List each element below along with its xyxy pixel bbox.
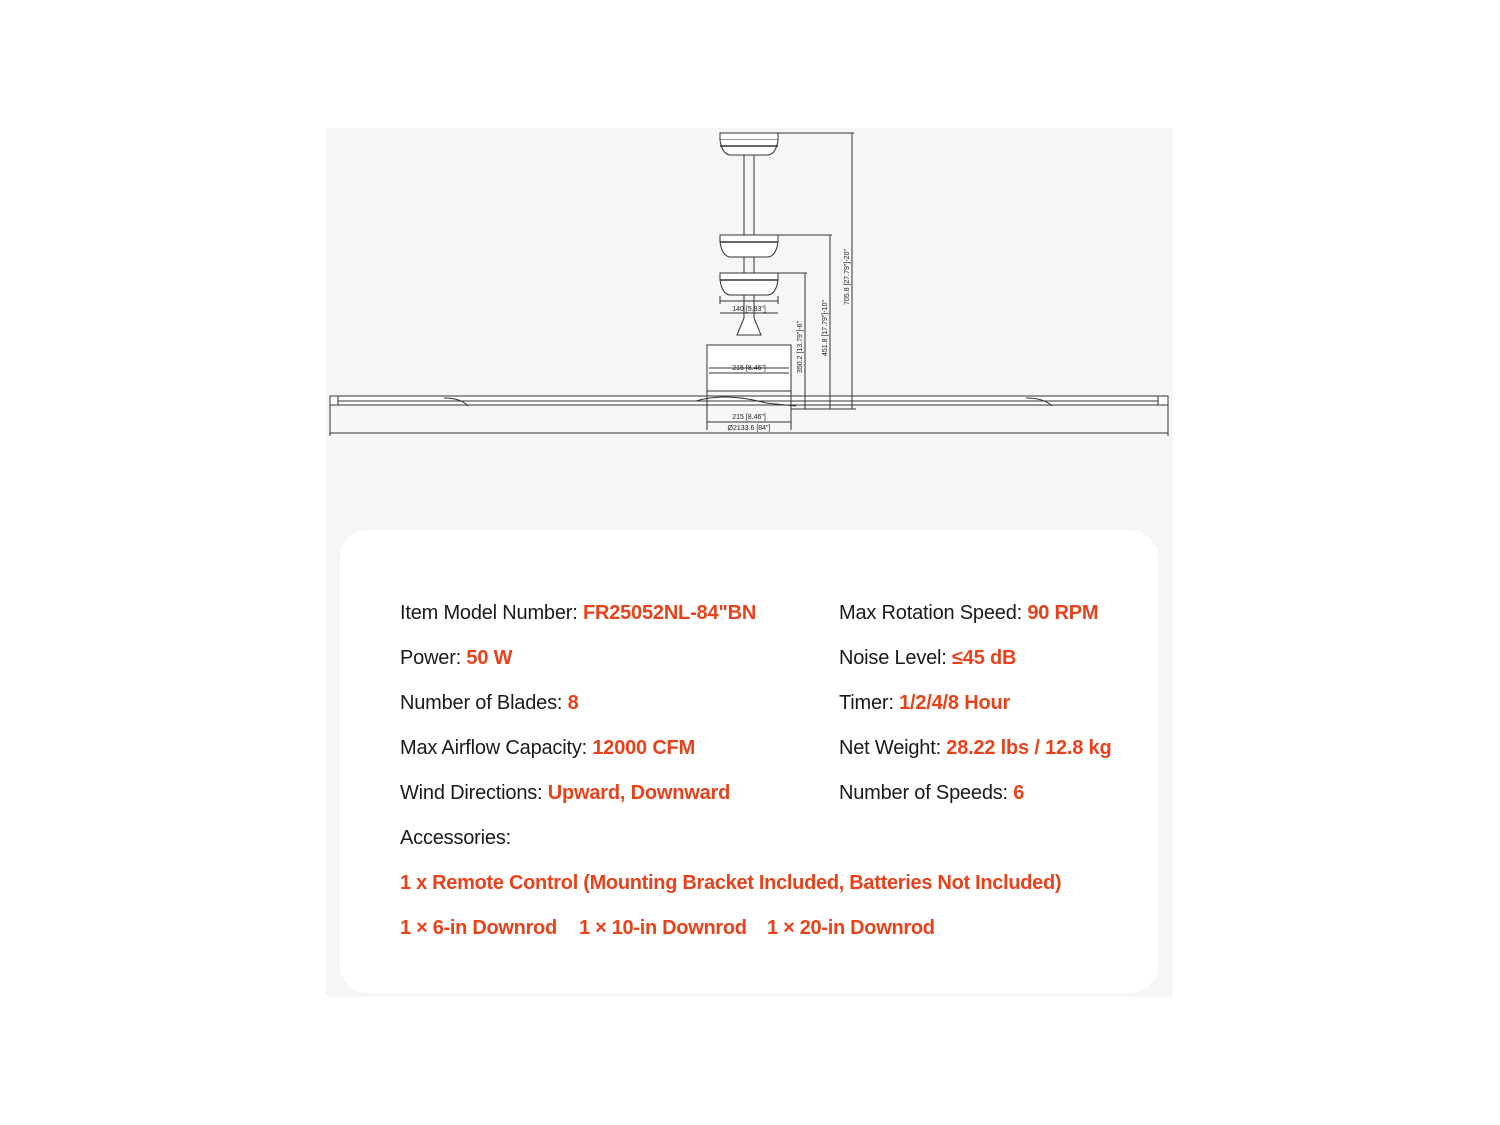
spec-net-weight (839, 737, 1111, 760)
spec-rotation-speed (839, 602, 1098, 625)
spec-value: Upward, Downward (547, 782, 731, 804)
spec-label: Timer: (839, 692, 900, 714)
svg-text:451.8 [17.79"]-10": 451.8 [17.79"]-10" (822, 300, 829, 356)
spec-blades (400, 692, 579, 715)
spec-label: Number of Speeds: (839, 782, 1014, 804)
svg-text:Ø2133.6 [84"]: Ø2133.6 [84"] (727, 425, 771, 432)
svg-text:215 [8.46"]: 215 [8.46"] (732, 414, 766, 421)
accessory-6in-downrod: 1 × 6-in Downrod (400, 917, 557, 939)
fan-dimension-drawing (326, 128, 1173, 448)
accessory-20in-downrod: 1 × 20-in Downrod (767, 917, 935, 939)
spec-label: Wind Directions: (400, 782, 548, 804)
spec-value: 50 W (466, 647, 513, 669)
spec-timer (839, 692, 1010, 715)
spec-model-number (400, 602, 756, 625)
spec-label: Net Weight: (839, 737, 947, 759)
spec-value: 90 RPM (1027, 602, 1099, 624)
spec-label: Item Model Number: (400, 602, 583, 624)
spec-value: 8 (567, 692, 579, 714)
spec-label: Number of Blades: (400, 692, 568, 714)
spec-wind-directions (400, 782, 730, 805)
spec-value: FR25052NL-84"BN (582, 602, 757, 624)
accessory-10in-downrod: 1 × 10-in Downrod (579, 917, 747, 939)
accessory-remote-control: 1 x Remote Control (Mounting Bracket Included, Batteries Not Included) (400, 872, 1062, 894)
product-spec-panel (326, 128, 1173, 997)
spec-noise-level (839, 647, 1016, 670)
accessories-label: Accessories: (400, 827, 511, 849)
spec-label: Noise Level: (839, 647, 953, 669)
spec-value: ≤45 dB (952, 647, 1017, 669)
spec-value: 6 (1013, 782, 1025, 804)
svg-text:705.8 [27.79"]-20": 705.8 [27.79"]-20" (844, 249, 851, 305)
spec-airflow (400, 737, 695, 760)
svg-text:350.2 [13.79"]-6": 350.2 [13.79"]-6" (797, 320, 804, 373)
svg-text:140 [5.83"]: 140 [5.83"] (732, 306, 766, 313)
spec-number-of-speeds (839, 782, 1024, 805)
spec-label: Max Rotation Speed: (839, 602, 1028, 624)
spec-card (340, 530, 1158, 993)
spec-value: 12000 CFM (592, 737, 696, 759)
spec-value: 1/2/4/8 Hour (899, 692, 1011, 714)
spec-label: Max Airflow Capacity: (400, 737, 593, 759)
spec-label: Power: (400, 647, 467, 669)
svg-text:215 [8.46"]: 215 [8.46"] (732, 365, 766, 372)
spec-power (400, 647, 512, 670)
spec-value: 28.22 lbs / 12.8 kg (946, 737, 1112, 759)
